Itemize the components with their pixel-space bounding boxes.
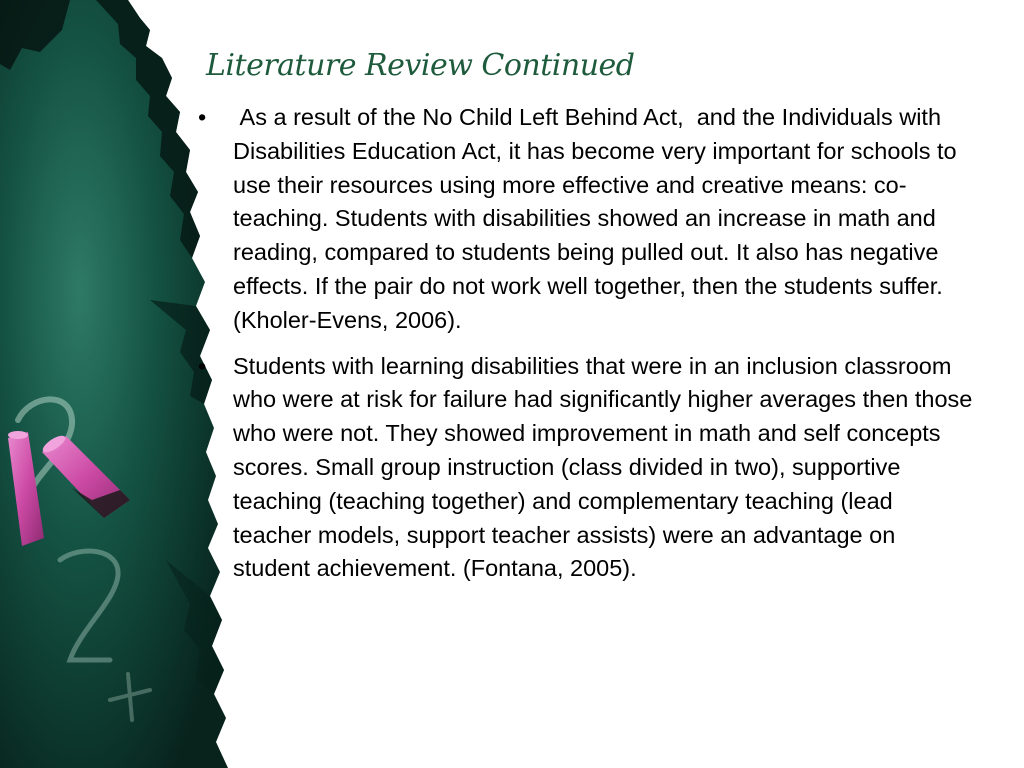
bullet-item-2 — [196, 350, 976, 587]
bullet-list — [196, 101, 976, 586]
slide-title: Literature Review Continued — [206, 48, 635, 83]
bullet-text: As a result of the No Child Left Behind Act, and the Individuals with Disabilities Education Act, it has become very important for schools to use their resources using more effective and creative means: co-teaching. Students with disabilities showed an increase in math and reading, compared to students being pulled out. It also has negative effects. If the pair do not work well together, then the students suffer. (Kholer-Evens, 2006). — [233, 104, 964, 333]
bullet-item-1 — [196, 101, 976, 338]
bullet-dot-icon: • — [198, 352, 207, 379]
bullet-dot-icon: • — [198, 104, 207, 130]
bullet-text: Students with learning disabilities that were in an inclusion classroom who were at risk for failure had significantly higher averages then those who were not. They showed improvement in math and self concepts scores. Small group instruction (class divided in two), supportive teaching (teaching together) and complementary teaching (lead teacher models, support teacher assists) were an advantage on student achievement. (Fontana, 2005). — [233, 352, 973, 582]
